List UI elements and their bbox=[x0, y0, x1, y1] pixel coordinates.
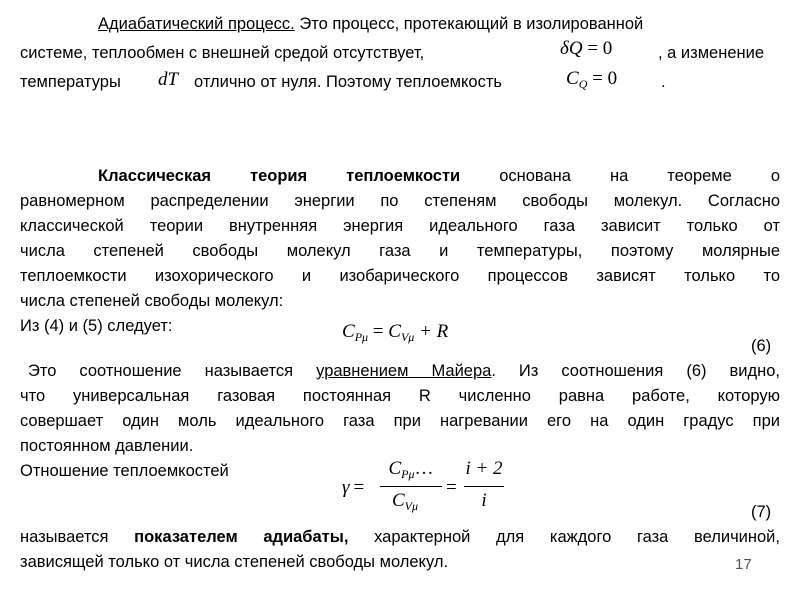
p2-line6: числа степеней свободы молекул: bbox=[20, 292, 284, 310]
fraction-bar-2 bbox=[464, 486, 504, 487]
p1-line3a: температуры bbox=[20, 73, 121, 91]
p1-title: Адиабатический процесс. bbox=[98, 15, 295, 33]
fraction-numerator: $C_{P\mu}\dots$ bbox=[388, 458, 434, 481]
formula-dT: dT bbox=[158, 69, 179, 90]
p3-line5: Отношение теплоемкостей bbox=[20, 462, 229, 480]
equation-mayer: $C_{P\mu} = C_{V\mu} + R$ bbox=[342, 321, 449, 344]
page-number: 17 bbox=[735, 556, 752, 573]
formula-cq-zero: $C_Q = 0$ bbox=[566, 68, 618, 91]
p2-title: Классическая теория теплоемкости bbox=[98, 167, 461, 185]
fraction-rhs-numerator: i + 2 bbox=[465, 458, 503, 479]
p3-line1: Это соотношение называется уравнением Майера. Из соотношения (6) видно, bbox=[28, 362, 780, 380]
gamma-symbol: γ bbox=[342, 477, 350, 498]
p2-line4: числа степеней свободы молекул газа и температуры, поэтому молярные bbox=[20, 242, 780, 260]
p2-line7: Из (4) и (5) следует: bbox=[20, 317, 173, 335]
p1-line1 bbox=[98, 14, 643, 34]
p4-line1: называется показателем адиабаты, характерной для каждого газа величиной, bbox=[20, 528, 780, 546]
equation-number-7: (7) bbox=[751, 503, 772, 521]
fraction-bar-1 bbox=[380, 486, 442, 487]
p3-line2: что универсальная газовая постоянная R численно равна работе, которую bbox=[20, 387, 780, 405]
p2-line1: Классическая теория теплоемкости основана на теореме о bbox=[98, 167, 780, 185]
p2-line5: теплоемкости изохорического и изобарического процессов зависят только то bbox=[20, 267, 780, 285]
p4-line2: зависящей только от числа степеней свободы молекул. bbox=[20, 553, 449, 571]
mayer-equation-link: уравнением Майера bbox=[316, 362, 492, 380]
fraction-rhs-denominator: i bbox=[481, 490, 487, 511]
p2-line2: равномерном распределении энергии по степеням свободы молекул. Согласно bbox=[20, 192, 780, 210]
p1-line3b: отлично от нуля. Поэтому теплоемкость bbox=[194, 73, 502, 91]
p1-line3c: . bbox=[661, 73, 666, 91]
formula-dq-zero: δQ = 0 bbox=[560, 38, 613, 59]
adiabatic-index-term: показателем адиабаты, bbox=[134, 528, 349, 546]
p1-line2b: , а изменение bbox=[658, 44, 765, 62]
p3-line4: постоянном давлении. bbox=[20, 437, 194, 455]
p2-line3: классической теории внутренняя энергия идеального газа зависит только от bbox=[20, 217, 780, 235]
fraction-denominator: $C_{V\mu}$ bbox=[391, 490, 419, 513]
p1-line1-rest: Это процесс, протекающий в изолированной bbox=[294, 15, 644, 33]
p3-line3: совершает один моль идеального газа при нагревании его на один градус при bbox=[20, 412, 780, 430]
p1-line2a: системе, теплообмен с внешней средой отсутствует, bbox=[20, 44, 425, 62]
equation-number-6: (6) bbox=[751, 337, 772, 355]
